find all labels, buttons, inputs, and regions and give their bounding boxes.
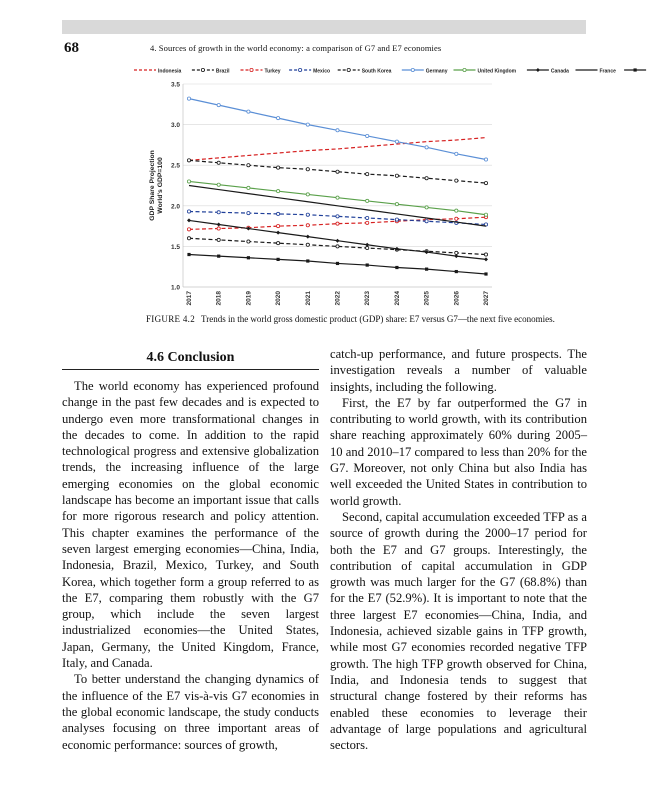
y-axis-label: World's GDP=100 — [157, 157, 164, 214]
series-brazil — [187, 159, 487, 185]
data-point — [217, 222, 221, 226]
data-point — [425, 177, 428, 180]
legend-marker — [411, 68, 414, 71]
series-indonesia — [189, 138, 486, 161]
data-point — [306, 259, 309, 262]
section-title: 4.6 Conclusion — [146, 350, 235, 365]
legend-marker — [201, 68, 204, 71]
data-point — [277, 258, 280, 261]
data-point — [187, 180, 190, 183]
x-tick-label: 2026 — [453, 291, 461, 306]
series-italy — [187, 253, 487, 276]
data-point — [277, 117, 280, 120]
legend-entry — [134, 69, 182, 75]
data-point — [217, 104, 220, 107]
legend-label: South Korea — [361, 68, 392, 75]
data-point — [187, 253, 190, 256]
data-point — [455, 270, 458, 273]
data-point — [395, 266, 398, 269]
data-point — [425, 206, 428, 209]
data-point — [277, 190, 280, 193]
data-point — [484, 253, 487, 256]
legend-entry — [241, 68, 281, 74]
data-point — [217, 238, 220, 241]
legend-entry — [624, 68, 648, 74]
data-point — [366, 216, 369, 219]
paragraph: To better understand the changing dynamics of the influence of the E7 vis-à-vis G7 economies in the global economic landscape, the study conducts analyses focusing on three important areas of economic performance: sources of growth, — [62, 672, 319, 752]
x-tick-label: 2021 — [304, 291, 312, 306]
legend-entry — [289, 68, 330, 74]
x-tick-label: 2022 — [334, 291, 342, 306]
data-point — [276, 231, 280, 235]
data-point — [247, 164, 250, 167]
y-axis-label: GDP Share Projection — [149, 150, 156, 221]
legend-marker — [536, 68, 540, 72]
header-bar — [62, 20, 586, 34]
legend-marker — [299, 68, 302, 71]
series-united-kingdom — [187, 180, 487, 216]
figure-caption — [146, 314, 555, 324]
data-point — [366, 173, 369, 176]
data-point — [217, 227, 220, 230]
data-point — [187, 210, 190, 213]
data-point — [187, 97, 190, 100]
x-tick-label: 2025 — [423, 291, 431, 306]
section-title-rule — [62, 369, 319, 370]
x-tick-label: 2019 — [245, 291, 253, 306]
legend-marker — [347, 68, 350, 71]
x-tick-label: 2018 — [215, 291, 223, 306]
data-point — [277, 166, 280, 169]
data-point — [395, 218, 398, 221]
paragraph: First, the E7 by far outperformed the G7 in contributing to world growth, with its contribution share reaching approximately 60% during 2005–10 and 2010–17 compared to less than 20% for the G7. Moreover, not only China but also India has well exceeded the United States in contribution to world growth. — [330, 395, 587, 508]
data-point — [455, 251, 458, 254]
x-tick-label: 2024 — [393, 291, 401, 306]
data-point — [395, 140, 398, 143]
data-point — [217, 211, 220, 214]
legend-entry — [192, 68, 230, 74]
data-point — [306, 243, 309, 246]
legend-marker — [634, 68, 637, 71]
data-point — [217, 161, 220, 164]
data-point — [277, 212, 280, 215]
figure-label: FIGURE 4.2 — [146, 314, 196, 324]
data-point — [277, 225, 280, 228]
paragraph: The world economy has experienced profound change in the past few decades and is expected to undergo even more transformational changes in the decades to come. In addition to the rapid technological progress and extensive globalization trends, the increasing influence of the large emerging economies on the global economic landscape has become an important issue that calls for more rigorous research and policy attention. This chapter examines the performance of the seven largest emerging economies—China, India, Indonesia, Brazil, Mexico, Turkey, and South Korea, which together form a group referred to as the E7, comparing them robustly with the G7 group, which include the seven largest industrialized economies—the United States, Japan, Germany, the United Kingdom, France, Italy, and Canada. — [62, 379, 319, 671]
data-point — [455, 152, 458, 155]
data-point — [306, 224, 309, 227]
data-point — [336, 215, 339, 218]
data-point — [187, 237, 190, 240]
data-point — [336, 170, 339, 173]
data-point — [484, 213, 487, 216]
data-point — [484, 272, 487, 275]
data-point — [454, 254, 458, 258]
data-point — [306, 213, 309, 216]
data-point — [277, 242, 280, 245]
data-point — [336, 245, 339, 248]
data-point — [336, 222, 339, 225]
data-point — [247, 240, 250, 243]
data-point — [187, 228, 190, 231]
data-point — [425, 146, 428, 149]
x-tick-label: 2027 — [483, 291, 490, 306]
data-point — [484, 181, 487, 184]
data-point — [395, 174, 398, 177]
data-point — [306, 193, 309, 196]
data-point — [366, 199, 369, 202]
y-tick-label: 2.5 — [170, 162, 180, 170]
data-point — [336, 262, 339, 265]
data-point — [247, 110, 250, 113]
data-point — [395, 203, 398, 206]
legend-label: Mexico — [313, 68, 331, 75]
legend-entry — [454, 68, 517, 74]
data-point — [484, 158, 487, 161]
data-point — [366, 134, 369, 137]
legend-marker — [250, 68, 253, 71]
y-tick-label: 2.0 — [170, 203, 180, 211]
gdp-share-line-chart — [140, 62, 616, 308]
paragraph: catch-up performance, and future prospects. The investigation reveals a number of valuable insights, including the following. — [330, 347, 587, 394]
data-point — [336, 196, 339, 199]
right-column — [330, 346, 587, 753]
legend-entry — [576, 69, 617, 75]
data-point — [336, 239, 340, 243]
legend-entry — [402, 68, 448, 74]
data-point — [455, 179, 458, 182]
data-point — [306, 168, 309, 171]
data-point — [306, 235, 310, 239]
data-point — [425, 268, 428, 271]
legend-label: France — [599, 68, 616, 75]
data-point — [366, 246, 369, 249]
data-point — [366, 221, 369, 224]
paragraph: Second, capital accumulation exceeded TFP as a source of growth during the 2000–17 period for both the E7 and G7 groups. Interestingly, the contribution of capital accumulation in GDP growth was much larger for the G7 (68.8%) than for the E7 (52.9%). It is important to note that the three largest E7 economies—China, India, and Indonesia, achieved sizable gains in TFP growth, while most G7 economies recorded negative TFP growth. The high TFP growth observed for China, India, and Indonesia tends to suggest that structural change fostered by their reforms has enabled these economies to leverage their advantage of large populations and agricultural sectors. — [330, 509, 587, 753]
data-point — [247, 256, 250, 259]
data-point — [425, 220, 428, 223]
y-tick-label: 1.0 — [170, 284, 180, 292]
page-number: 68 — [64, 40, 79, 56]
chart-legend — [134, 68, 648, 75]
legend-label: Brazil — [215, 68, 230, 75]
series-germany — [187, 97, 487, 161]
data-point — [336, 129, 339, 132]
series-line — [189, 138, 486, 161]
legend-label: Canada — [550, 68, 569, 75]
data-point — [306, 123, 309, 126]
legend-label: Indonesia — [158, 68, 182, 75]
data-point — [455, 209, 458, 212]
legend-label: Germany — [425, 68, 448, 75]
data-point — [217, 183, 220, 186]
data-point — [366, 263, 369, 266]
data-point — [247, 186, 250, 189]
figure-caption-text: Trends in the world gross domestic product (GDP) share: E7 versus G7—the next five economies. — [201, 314, 555, 324]
legend-label: United Kingdom — [477, 68, 517, 75]
data-point — [217, 255, 220, 258]
legend-entry — [527, 68, 569, 75]
legend-marker — [463, 68, 466, 71]
data-point — [247, 212, 250, 215]
y-tick-label: 3.5 — [170, 81, 180, 89]
data-point — [187, 159, 190, 162]
running-title: 4. Sources of growth in the world economy: a comparison of G7 and E7 economies — [150, 43, 442, 53]
x-tick-label: 2023 — [364, 291, 372, 306]
data-point — [187, 218, 191, 222]
left-column — [62, 378, 319, 753]
y-tick-label: 1.5 — [170, 243, 180, 251]
legend-entry — [338, 68, 392, 74]
legend-label: Turkey — [264, 68, 281, 75]
x-tick-label: 2020 — [275, 291, 283, 306]
data-point — [455, 217, 458, 220]
x-tick-label: 2017 — [186, 291, 193, 306]
y-tick-label: 3.0 — [170, 122, 180, 130]
data-point — [484, 257, 488, 261]
